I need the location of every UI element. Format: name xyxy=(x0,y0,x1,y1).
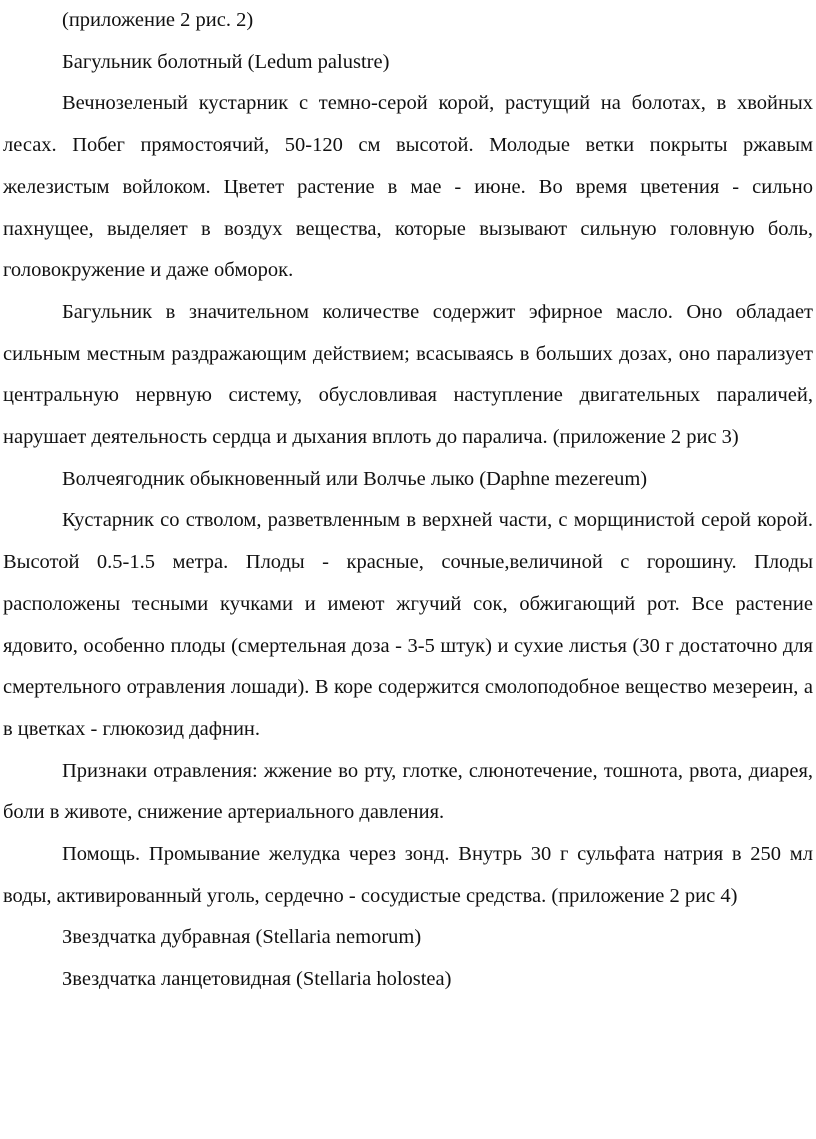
paragraph-ledum-toxicity: Багульник в значительном количестве содержит эфирное масло. Оно обладает сильным местным раздражающим действием; всасываясь в больших дозах, оно парализует центральную нервную систему, обусловливая наступление двигательных параличей, нарушает деятельность сердца и дыхания вплоть до паралича. (приложение 2 рис 3) xyxy=(3,300,813,449)
paragraph-poisoning-symptoms: Признаки отравления: жжение во рту, глотке, слюнотечение, тошнота, рвота, диарея, боли в животе, снижение артериального давления. xyxy=(3,759,813,824)
plant-heading-stellaria-holostea: Звездчатка ланцетовидная (Stellaria holostea) xyxy=(62,968,452,991)
figure-reference: (приложение 2 рис. 2) xyxy=(62,9,254,31)
plant-heading-daphne: Волчеягодник обыкновенный или Волчье лыко (Daphne mezereum) xyxy=(62,467,648,490)
plant-heading-ledum: Багульник болотный (Ledum palustre) xyxy=(62,50,390,73)
paragraph-first-aid: Помощь. Промывание желудка через зонд. Внутрь 30 г сульфата натрия в 250 мл воды, активированный уголь, сердечно - сосудистые средства. (приложение 2 рис 4) xyxy=(3,843,813,907)
paragraph-ledum-description: Вечнозеленый кустарник с темно-серой корой, растущий на болотах, в хвойных лесах. Побег прямостоячий, 50-120 см высотой. Молодые ветки покрыты ржавым железистым войлоком. Цветет растение в мае - июне. Во время цветения - сильно пахнущее, выделяет в воздух вещества, которые вызывают сильную головную боль, головокружение и даже обморок. xyxy=(3,92,813,282)
plant-heading-stellaria-nemorum: Звездчатка дубравная (Stellaria nemorum) xyxy=(62,926,422,949)
paragraph-daphne-description: Кустарник со стволом, разветвленным в верхней части, с морщинистой серой корой. Высотой 0.5-1.5 метра. Плоды - красные, сочные,величиной с горошину. Плоды расположены тесными кучками и имеют жгучий сок, обжигающий рот. Все растение ядовито, особенно плоды (смертельная доза - 3-5 штук) и сухие листья (30 г достаточно для смертельного отравления лошади). В коре содержится смолоподобное вещество мезереин, а в цветках - глюкозид дафнин. xyxy=(3,509,813,740)
